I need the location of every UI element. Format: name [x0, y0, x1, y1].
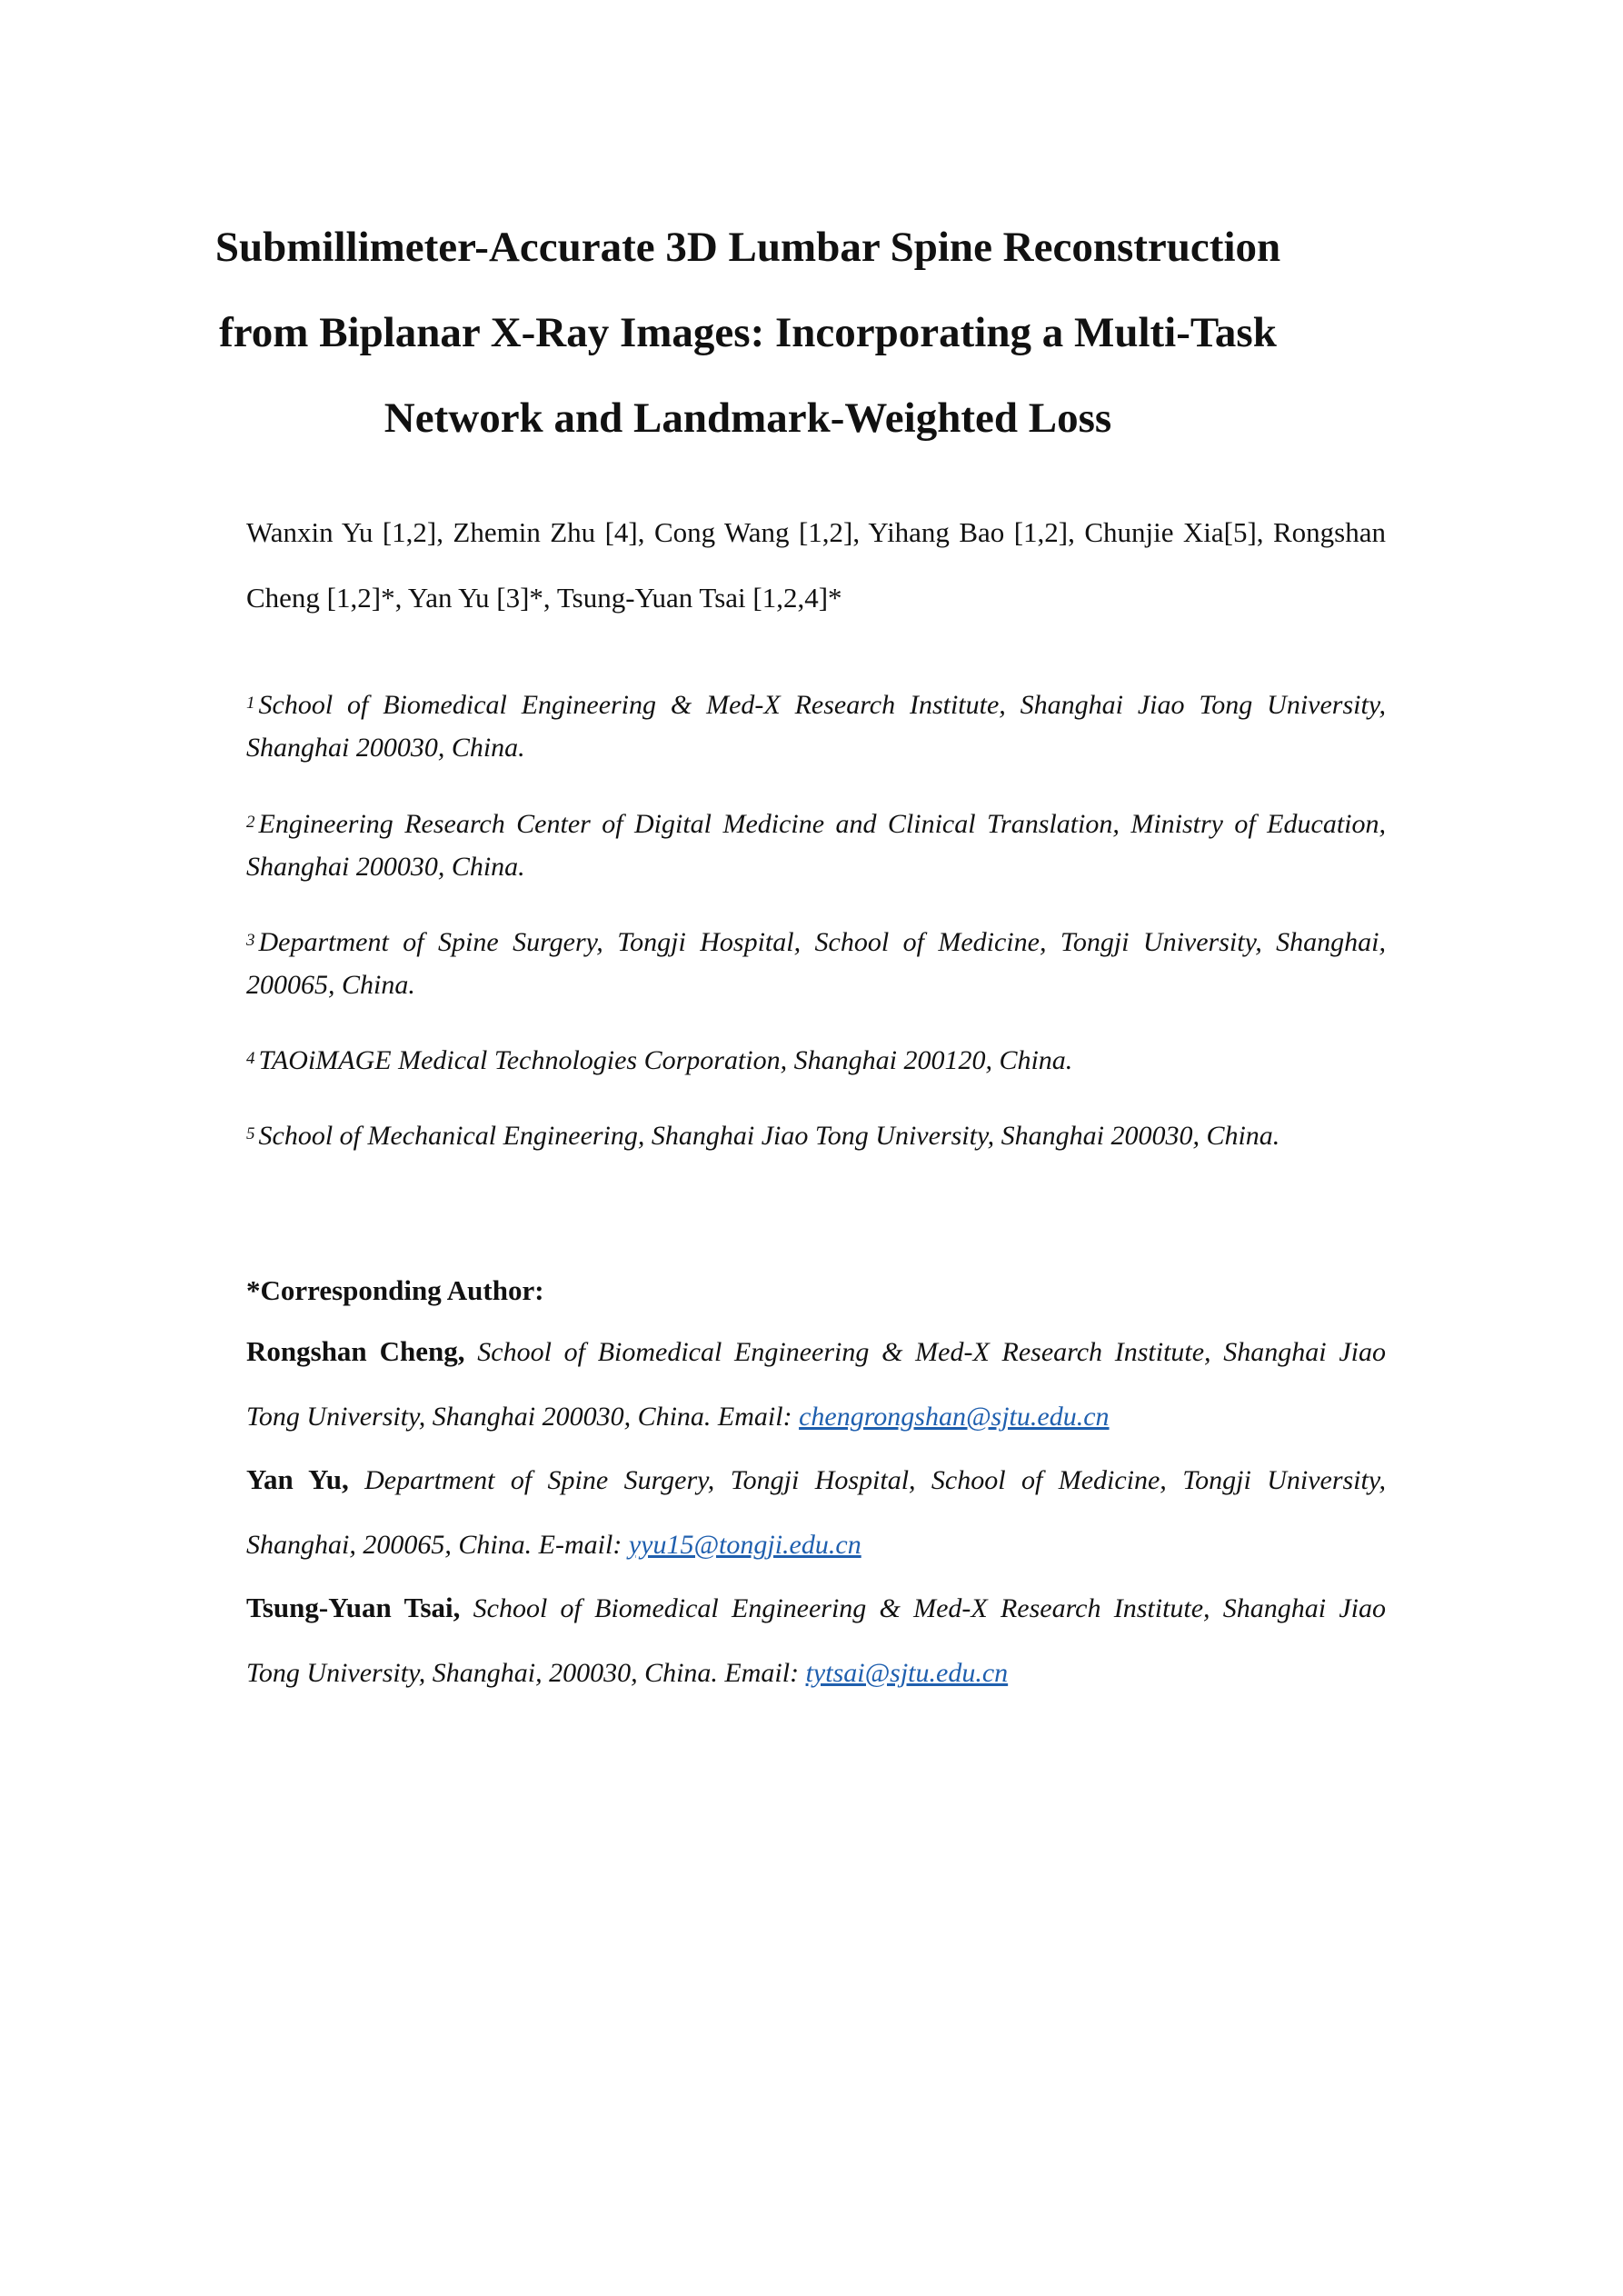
affiliation-text: Shanghai 200030, China.	[246, 733, 525, 763]
corresponding-entry-yu	[246, 1447, 1386, 1577]
author-name: Yan Yu,	[246, 1463, 349, 1495]
affiliation-number: 2	[246, 813, 255, 832]
affiliation-number: 3	[246, 931, 255, 950]
affiliation-text: Shanghai 200030, China.	[246, 852, 525, 882]
author-name: Tsung-Yuan Tsai,	[246, 1592, 461, 1623]
paper-title	[209, 205, 1287, 461]
affiliation-text: Department of Spine Surgery, Tongji Hospital, School of Medicine, Tongji University, Shanghai,	[258, 927, 1386, 957]
title-line-3: Network and Landmark-Weighted Loss	[383, 394, 1112, 442]
author-name: Rongshan Cheng,	[246, 1335, 465, 1367]
affiliation-text: School of Biomedical Engineering & Med-X Research Institute, Shanghai Jiao Tong University,	[258, 690, 1386, 720]
affiliation-5	[246, 1114, 1386, 1157]
affiliation-text: Engineering Research Center of Digital Medicine and Clinical Translation, Ministry of Education,	[258, 809, 1386, 839]
author-institution: School of Biomedical Engineering & Med-X Research Institute, Shanghai Jiao	[473, 1593, 1387, 1623]
author-institution: Shanghai, 200065, China. E-mail:	[246, 1530, 622, 1560]
author-institution: Tong University, Shanghai, 200030, China. Email:	[246, 1658, 800, 1688]
corresponding-entry-cheng	[246, 1319, 1386, 1449]
affiliation-number: 5	[246, 1124, 255, 1143]
affiliation-number: 4	[246, 1049, 255, 1068]
affiliation-text: 200065, China.	[246, 970, 415, 1000]
title-line-2: from Biplanar X-Ray Images: Incorporating a Multi-Task	[219, 309, 1277, 356]
author-list	[246, 500, 1386, 631]
affiliation-1	[246, 684, 1386, 769]
affiliation-text: TAOiMAGE Medical Technologies Corporation, Shanghai 200120, China.	[258, 1045, 1073, 1075]
author-line-2: Cheng [1,2]*, Yan Yu [3]*, Tsung-Yuan Tsai [1,2,4]*	[246, 582, 842, 614]
author-institution: School of Biomedical Engineering & Med-X Research Institute, Shanghai Jiao	[477, 1337, 1386, 1367]
affiliation-2	[246, 803, 1386, 888]
affiliation-3	[246, 921, 1386, 1006]
affiliation-text: School of Mechanical Engineering, Shanghai Jiao Tong University, Shanghai 200030, China.	[258, 1121, 1280, 1151]
affiliation-4	[246, 1039, 1386, 1082]
affiliation-number: 1	[246, 694, 255, 713]
author-institution: Department of Spine Surgery, Tongji Hospital, School of Medicine, Tongji University,	[364, 1465, 1387, 1495]
title-line-1: Submillimeter-Accurate 3D Lumbar Spine Reconstruction	[214, 224, 1281, 271]
author-institution: Tong University, Shanghai 200030, China. Email:	[246, 1402, 792, 1432]
corresponding-entry-tsai	[246, 1575, 1386, 1705]
corresponding-author-heading: *Corresponding Author:	[246, 1274, 544, 1306]
email-link[interactable]: tytsai@sjtu.edu.cn	[805, 1658, 1009, 1688]
email-link[interactable]: chengrongshan@sjtu.edu.cn	[799, 1402, 1110, 1432]
author-line-1: Wanxin Yu [1,2], Zhemin Zhu [4], Cong Wang [1,2], Yihang Bao [1,2], Chunjie Xia[5], Rongshan	[246, 516, 1386, 548]
email-link[interactable]: yyu15@tongji.edu.cn	[628, 1530, 861, 1560]
